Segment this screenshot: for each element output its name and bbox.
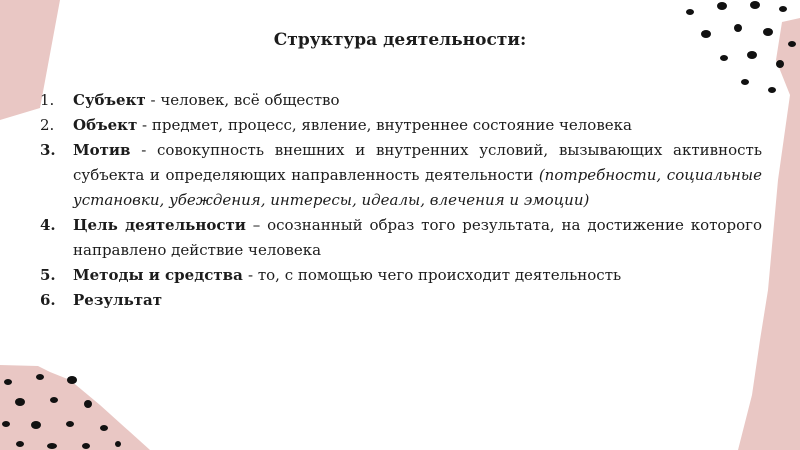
item-description: - совокупность внешних и внутренних условий, вызывающих активность субъекта и определяющих направленность деятельности xyxy=(73,141,762,184)
list-item xyxy=(40,288,762,313)
item-term: Субъект xyxy=(73,91,146,109)
item-term: Методы и средства xyxy=(73,266,249,284)
item-description: - то, с помощью чего происходит деятельность xyxy=(248,266,622,284)
item-number: 3. xyxy=(40,141,56,159)
list-item xyxy=(40,88,762,113)
item-number: 6. xyxy=(40,291,56,309)
item-number: 1. xyxy=(40,91,55,109)
item-term: Мотив xyxy=(73,141,131,159)
list-item xyxy=(40,213,762,263)
item-description: - человек, всё общество xyxy=(145,91,340,109)
item-number: 4. xyxy=(40,216,56,234)
item-examples: (потребности, социальные установки, убеждения, интересы, идеалы, влечения и эмоции) xyxy=(73,166,762,209)
item-term: Результат xyxy=(73,291,163,309)
item-term: Объект xyxy=(73,116,138,134)
item-description: – осознанный образ того результата, на достижение которого направлено действие человека xyxy=(73,216,762,259)
item-description: - предмет, процесс, явление, внутреннее состояние человека xyxy=(137,116,632,134)
item-number: 5. xyxy=(40,266,56,284)
list-item xyxy=(40,263,762,288)
page-title: Структура деятельности: xyxy=(273,30,527,50)
list-item xyxy=(40,113,762,138)
activity-structure-list xyxy=(40,88,762,313)
item-number: 2. xyxy=(40,116,55,134)
item-term: Цель деятельности xyxy=(73,216,246,234)
list-item xyxy=(40,138,762,213)
